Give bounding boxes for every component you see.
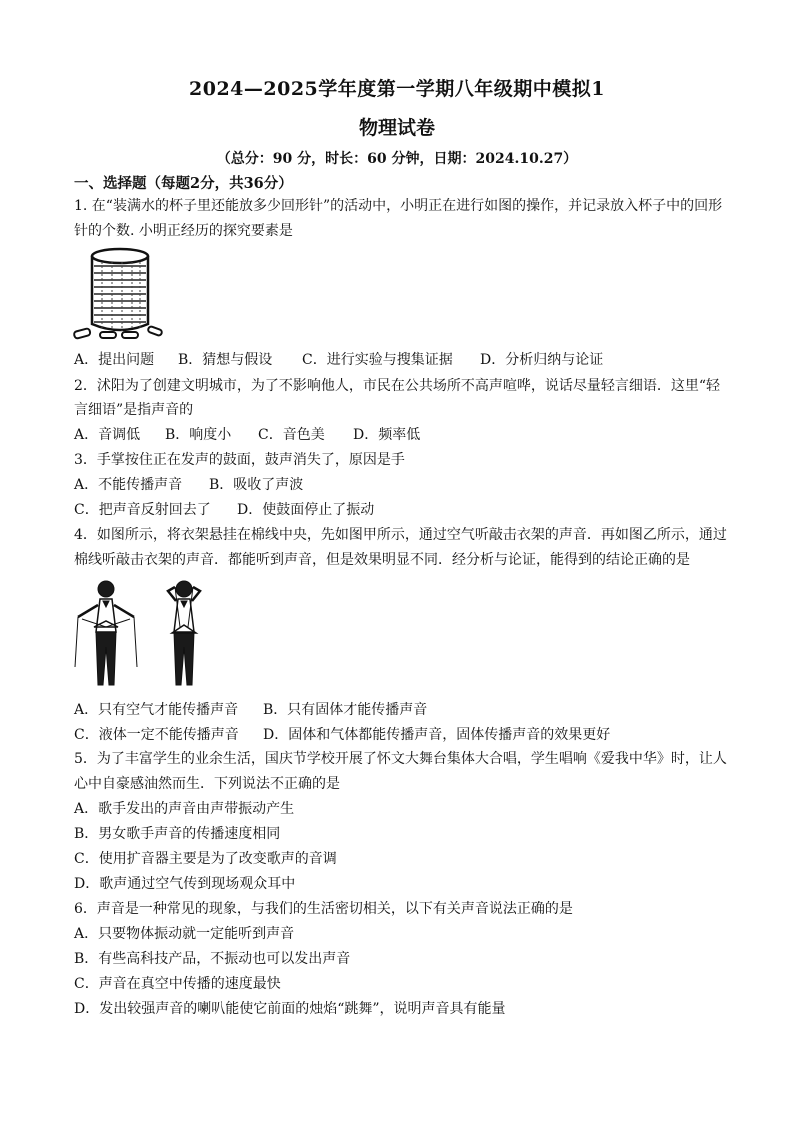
q6-option-c: C．声音在真空中传播的速度最快 [74, 976, 281, 992]
q6-stem: 6．声音是一种常见的现象，与我们的生活密切相关，以下有关声音说法正确的是 [74, 901, 573, 917]
q2-options [74, 425, 420, 445]
q4-stem-line2: 棉线听敲击衣架的声音．都能听到声音，但是效果明显不同．经分析与论证，能得到的结论正确的是 [74, 552, 690, 568]
q3-option-b: B．吸收了声波 [209, 477, 304, 493]
q1-option-c: C．进行实验与搜集证据 [302, 352, 453, 368]
q3-option-a: A．不能传播声音 [74, 477, 183, 493]
clothes-hanger-figure [72, 577, 232, 689]
q1-option-a: A．提出问题 [74, 352, 155, 368]
q4-options-row1 [74, 700, 427, 720]
q5-stem-line2: 心中自豪感油然而生．下列说法不正确的是 [74, 776, 340, 792]
q2-stem-line1: 2．沭阳为了创建文明城市，为了不影响他人，市民在公共场所不高声喧哗，说话尽量轻言细语．这里“轻 [74, 378, 721, 394]
cup-paperclip-figure [72, 246, 168, 342]
q4-option-b: B．只有固体才能传播声音 [263, 702, 428, 718]
q3-options-row2 [74, 500, 374, 520]
q4-option-a: A．只有空气才能传播声音 [74, 702, 239, 718]
section-heading: 一、选择题（每题2分，共36分） [74, 175, 293, 192]
q6-option-d: D．发出较强声音的喇叭能使它前面的烛焰“跳舞”，说明声音具有能量 [74, 1001, 506, 1017]
q1-stem-line1: 1. 在“装满水的杯子里还能放多少回形针”的活动中，小明正在进行如图的操作，并记录放入杯子中的回形 [74, 198, 723, 214]
q5-option-c: C．使用扩音器主要是为了改变歌声的音调 [74, 851, 337, 867]
q3-options-row1 [74, 475, 303, 495]
q4-stem-line1: 4．如图所示，将衣架悬挂在棉线中央，先如图甲所示，通过空气听敲击衣架的声音．再如图乙所示，通过 [74, 527, 727, 543]
q4-option-c: C．液体一定不能传播声音 [74, 727, 239, 743]
q5-option-b: B．男女歌手声音的传播速度相同 [74, 826, 281, 842]
q3-option-c: C．把声音反射回去了 [74, 502, 211, 518]
q2-option-a: A．音调低 [74, 427, 141, 443]
q2-option-c: C．音色美 [258, 427, 325, 443]
q2-option-b: B．响度小 [165, 427, 232, 443]
page-title: 2024—2025学年度第一学期八年级期中模拟1 [189, 78, 605, 100]
q4-options-row2 [74, 725, 610, 745]
q5-stem-line1: 5．为了丰富学生的业余生活，国庆节学校开展了怀文大舞台集体大合唱，学生唱响《爱我中华》时，让人 [74, 751, 727, 767]
q1-option-d: D．分析归纳与论证 [480, 352, 604, 368]
q4-option-d: D．固体和气体都能传播声音，固体传播声音的效果更好 [263, 727, 611, 743]
q1-options [74, 350, 603, 370]
q1-option-b: B．猜想与假设 [178, 352, 273, 368]
q6-option-b: B．有些高科技产品，不振动也可以发出声音 [74, 951, 351, 967]
q1-stem-line2: 针的个数. 小明正经历的探究要素是 [74, 223, 293, 239]
q5-option-d: D．歌声通过空气传到现场观众耳中 [74, 876, 296, 892]
figure-boy-string [168, 581, 200, 685]
q3-option-d: D．使鼓面停止了振动 [237, 502, 375, 518]
q2-stem-line2: 言细语”是指声音的 [74, 402, 194, 418]
exam-meta: （总分：90 分，时长：60 分钟，日期：2024.10.27） [216, 151, 578, 167]
q6-option-a: A．只要物体振动就一定能听到声音 [74, 926, 295, 942]
q3-stem: 3．手掌按住正在发声的鼓面，鼓声消失了，原因是手 [74, 452, 405, 468]
figure-boy-air [75, 581, 137, 685]
page-subtitle: 物理试卷 [358, 117, 435, 139]
q2-option-d: D．频率低 [353, 427, 421, 443]
q5-option-a: A．歌手发出的声音由声带振动产生 [74, 801, 295, 817]
